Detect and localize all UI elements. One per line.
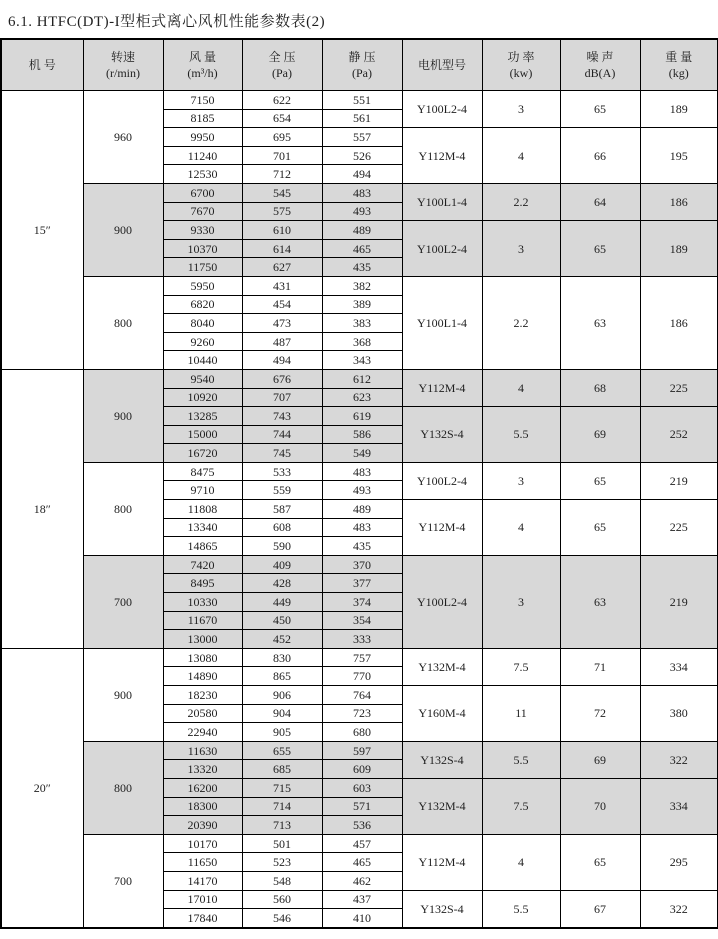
column-sublabel: (kg) — [668, 66, 689, 80]
flow-cell: 7670 — [163, 202, 242, 221]
column-label: 转速 — [110, 50, 135, 64]
motor-model-cell: Y112M-4 — [402, 128, 482, 184]
column-label: 重 量 — [665, 50, 693, 64]
flow-cell: 9540 — [163, 369, 242, 388]
motor-model-cell: Y132M-4 — [402, 648, 482, 685]
size-cell: 15″ — [1, 91, 83, 370]
speed-cell: 900 — [83, 648, 163, 741]
static-pressure-cell: 770 — [322, 667, 402, 686]
column-label: 全 压 — [268, 50, 296, 64]
power-cell: 3 — [482, 555, 560, 648]
column-header-4 — [322, 39, 402, 91]
column-label: 静 压 — [348, 50, 376, 64]
total-pressure-cell: 523 — [242, 853, 322, 872]
weight-cell: 189 — [640, 91, 718, 128]
total-pressure-cell: 501 — [242, 834, 322, 853]
table-row — [1, 276, 718, 295]
total-pressure-cell: 494 — [242, 351, 322, 370]
flow-cell: 8475 — [163, 462, 242, 481]
total-pressure-cell: 865 — [242, 667, 322, 686]
motor-model-cell: Y100L2-4 — [402, 91, 482, 128]
static-pressure-cell: 374 — [322, 593, 402, 612]
total-pressure-cell: 745 — [242, 444, 322, 463]
flow-cell: 15000 — [163, 425, 242, 444]
speed-cell: 700 — [83, 555, 163, 648]
total-pressure-cell: 431 — [242, 276, 322, 295]
size-cell: 18″ — [1, 369, 83, 648]
flow-cell: 17010 — [163, 890, 242, 909]
flow-cell: 6820 — [163, 295, 242, 314]
table-row — [1, 648, 718, 667]
power-cell: 2.2 — [482, 183, 560, 220]
flow-cell: 5950 — [163, 276, 242, 295]
static-pressure-cell: 437 — [322, 890, 402, 909]
power-cell: 3 — [482, 462, 560, 499]
flow-cell: 18230 — [163, 686, 242, 705]
flow-cell: 13320 — [163, 760, 242, 779]
weight-cell: 252 — [640, 407, 718, 463]
power-cell: 7.5 — [482, 648, 560, 685]
total-pressure-cell: 473 — [242, 314, 322, 333]
column-header-8 — [640, 39, 718, 91]
flow-cell: 10370 — [163, 239, 242, 258]
power-cell: 3 — [482, 91, 560, 128]
flow-cell: 11750 — [163, 258, 242, 277]
flow-cell: 16200 — [163, 778, 242, 797]
weight-cell: 322 — [640, 741, 718, 778]
column-header-1 — [83, 39, 163, 91]
flow-cell: 11808 — [163, 500, 242, 519]
flow-cell: 11650 — [163, 853, 242, 872]
table-row — [1, 183, 718, 202]
weight-cell: 334 — [640, 778, 718, 834]
static-pressure-cell: 623 — [322, 388, 402, 407]
static-pressure-cell: 483 — [322, 183, 402, 202]
flow-cell: 17840 — [163, 909, 242, 928]
flow-cell: 11630 — [163, 741, 242, 760]
flow-cell: 8495 — [163, 574, 242, 593]
noise-cell: 63 — [560, 276, 640, 369]
column-sublabel: (Pa) — [272, 66, 292, 80]
total-pressure-cell: 743 — [242, 407, 322, 426]
column-label: 风 量 — [188, 50, 216, 64]
weight-cell: 225 — [640, 500, 718, 556]
total-pressure-cell: 830 — [242, 648, 322, 667]
static-pressure-cell: 462 — [322, 871, 402, 890]
static-pressure-cell: 723 — [322, 704, 402, 723]
noise-cell: 65 — [560, 91, 640, 128]
motor-model-cell: Y100L2-4 — [402, 462, 482, 499]
speed-cell: 700 — [83, 834, 163, 927]
flow-cell: 8040 — [163, 314, 242, 333]
flow-cell: 13340 — [163, 518, 242, 537]
flow-cell: 13000 — [163, 630, 242, 649]
total-pressure-cell: 608 — [242, 518, 322, 537]
static-pressure-cell: 435 — [322, 537, 402, 556]
total-pressure-cell: 450 — [242, 611, 322, 630]
flow-cell: 12530 — [163, 165, 242, 184]
static-pressure-cell: 368 — [322, 332, 402, 351]
noise-cell: 65 — [560, 462, 640, 499]
static-pressure-cell: 489 — [322, 500, 402, 519]
total-pressure-cell: 409 — [242, 555, 322, 574]
table-row — [1, 555, 718, 574]
column-header-0 — [1, 39, 83, 91]
flow-cell: 16720 — [163, 444, 242, 463]
table-body — [1, 91, 718, 928]
flow-cell: 7150 — [163, 91, 242, 110]
power-cell: 4 — [482, 834, 560, 890]
column-label: 功 率 — [507, 50, 535, 64]
flow-cell: 13285 — [163, 407, 242, 426]
static-pressure-cell: 465 — [322, 239, 402, 258]
total-pressure-cell: 715 — [242, 778, 322, 797]
static-pressure-cell: 465 — [322, 853, 402, 872]
static-pressure-cell: 619 — [322, 407, 402, 426]
total-pressure-cell: 744 — [242, 425, 322, 444]
power-cell: 5.5 — [482, 890, 560, 928]
weight-cell: 322 — [640, 890, 718, 928]
flow-cell: 10170 — [163, 834, 242, 853]
power-cell: 7.5 — [482, 778, 560, 834]
flow-cell: 20390 — [163, 816, 242, 835]
motor-model-cell: Y160M-4 — [402, 686, 482, 742]
speed-cell: 900 — [83, 369, 163, 462]
flow-cell: 14865 — [163, 537, 242, 556]
total-pressure-cell: 575 — [242, 202, 322, 221]
static-pressure-cell: 493 — [322, 202, 402, 221]
total-pressure-cell: 714 — [242, 797, 322, 816]
column-header-7 — [560, 39, 640, 91]
total-pressure-cell: 701 — [242, 146, 322, 165]
weight-cell: 186 — [640, 183, 718, 220]
flow-cell: 11670 — [163, 611, 242, 630]
speed-cell: 800 — [83, 741, 163, 834]
static-pressure-cell: 549 — [322, 444, 402, 463]
motor-model-cell: Y132M-4 — [402, 778, 482, 834]
total-pressure-cell: 707 — [242, 388, 322, 407]
total-pressure-cell: 533 — [242, 462, 322, 481]
noise-cell: 71 — [560, 648, 640, 685]
total-pressure-cell: 487 — [242, 332, 322, 351]
total-pressure-cell: 654 — [242, 109, 322, 128]
flow-cell: 11240 — [163, 146, 242, 165]
total-pressure-cell: 548 — [242, 871, 322, 890]
power-cell: 3 — [482, 221, 560, 277]
flow-cell: 13080 — [163, 648, 242, 667]
column-sublabel: (r/min) — [106, 66, 140, 80]
static-pressure-cell: 483 — [322, 518, 402, 537]
weight-cell: 195 — [640, 128, 718, 184]
weight-cell: 334 — [640, 648, 718, 685]
table-row — [1, 834, 718, 853]
weight-cell: 189 — [640, 221, 718, 277]
column-label: 电机型号 — [417, 58, 466, 72]
static-pressure-cell: 609 — [322, 760, 402, 779]
total-pressure-cell: 545 — [242, 183, 322, 202]
static-pressure-cell: 382 — [322, 276, 402, 295]
power-cell: 4 — [482, 369, 560, 406]
static-pressure-cell: 370 — [322, 555, 402, 574]
total-pressure-cell: 452 — [242, 630, 322, 649]
motor-model-cell: Y100L2-4 — [402, 221, 482, 277]
static-pressure-cell: 483 — [322, 462, 402, 481]
column-header-5 — [402, 39, 482, 91]
static-pressure-cell: 557 — [322, 128, 402, 147]
static-pressure-cell: 571 — [322, 797, 402, 816]
header-row — [1, 39, 718, 91]
flow-cell: 14170 — [163, 871, 242, 890]
static-pressure-cell: 612 — [322, 369, 402, 388]
table-row — [1, 462, 718, 481]
static-pressure-cell: 389 — [322, 295, 402, 314]
static-pressure-cell: 551 — [322, 91, 402, 110]
column-header-2 — [163, 39, 242, 91]
static-pressure-cell: 586 — [322, 425, 402, 444]
flow-cell: 9330 — [163, 221, 242, 240]
column-sublabel: (m³/h) — [187, 66, 218, 80]
motor-model-cell: Y112M-4 — [402, 834, 482, 890]
motor-model-cell: Y112M-4 — [402, 369, 482, 406]
column-sublabel: (kw) — [509, 66, 533, 80]
noise-cell: 63 — [560, 555, 640, 648]
noise-cell: 64 — [560, 183, 640, 220]
noise-cell: 65 — [560, 500, 640, 556]
flow-cell: 10920 — [163, 388, 242, 407]
flow-cell: 9710 — [163, 481, 242, 500]
flow-cell: 6700 — [163, 183, 242, 202]
fan-performance-table — [0, 38, 718, 929]
total-pressure-cell: 905 — [242, 723, 322, 742]
static-pressure-cell: 561 — [322, 109, 402, 128]
noise-cell: 70 — [560, 778, 640, 834]
weight-cell: 219 — [640, 555, 718, 648]
motor-model-cell: Y132S-4 — [402, 407, 482, 463]
power-cell: 5.5 — [482, 407, 560, 463]
static-pressure-cell: 494 — [322, 165, 402, 184]
total-pressure-cell: 454 — [242, 295, 322, 314]
noise-cell: 72 — [560, 686, 640, 742]
static-pressure-cell: 536 — [322, 816, 402, 835]
flow-cell: 14890 — [163, 667, 242, 686]
static-pressure-cell: 597 — [322, 741, 402, 760]
speed-cell: 900 — [83, 183, 163, 276]
weight-cell: 380 — [640, 686, 718, 742]
total-pressure-cell: 560 — [242, 890, 322, 909]
noise-cell: 66 — [560, 128, 640, 184]
speed-cell: 960 — [83, 91, 163, 184]
noise-cell: 68 — [560, 369, 640, 406]
power-cell: 4 — [482, 128, 560, 184]
power-cell: 5.5 — [482, 741, 560, 778]
static-pressure-cell: 457 — [322, 834, 402, 853]
static-pressure-cell: 493 — [322, 481, 402, 500]
page-title: 6.1. HTFC(DT)-I型柜式离心风机性能参数表(2) — [8, 14, 326, 30]
column-header-3 — [242, 39, 322, 91]
speed-cell: 800 — [83, 462, 163, 555]
flow-cell: 20580 — [163, 704, 242, 723]
speed-cell: 800 — [83, 276, 163, 369]
noise-cell: 69 — [560, 407, 640, 463]
flow-cell: 7420 — [163, 555, 242, 574]
total-pressure-cell: 587 — [242, 500, 322, 519]
total-pressure-cell: 685 — [242, 760, 322, 779]
flow-cell: 8185 — [163, 109, 242, 128]
size-cell: 20″ — [1, 648, 83, 927]
motor-model-cell: Y132S-4 — [402, 741, 482, 778]
flow-cell: 10330 — [163, 593, 242, 612]
static-pressure-cell: 757 — [322, 648, 402, 667]
total-pressure-cell: 695 — [242, 128, 322, 147]
total-pressure-cell: 904 — [242, 704, 322, 723]
weight-cell: 219 — [640, 462, 718, 499]
table-row — [1, 91, 718, 110]
weight-cell: 225 — [640, 369, 718, 406]
static-pressure-cell: 603 — [322, 778, 402, 797]
total-pressure-cell: 610 — [242, 221, 322, 240]
flow-cell: 22940 — [163, 723, 242, 742]
flow-cell: 10440 — [163, 351, 242, 370]
static-pressure-cell: 343 — [322, 351, 402, 370]
table-row — [1, 369, 718, 388]
total-pressure-cell: 546 — [242, 909, 322, 928]
static-pressure-cell: 383 — [322, 314, 402, 333]
noise-cell: 65 — [560, 221, 640, 277]
static-pressure-cell: 435 — [322, 258, 402, 277]
weight-cell: 295 — [640, 834, 718, 890]
static-pressure-cell: 333 — [322, 630, 402, 649]
total-pressure-cell: 676 — [242, 369, 322, 388]
noise-cell: 69 — [560, 741, 640, 778]
motor-model-cell: Y100L2-4 — [402, 555, 482, 648]
static-pressure-cell: 526 — [322, 146, 402, 165]
total-pressure-cell: 655 — [242, 741, 322, 760]
column-sublabel: dB(A) — [584, 66, 616, 80]
flow-cell: 9950 — [163, 128, 242, 147]
motor-model-cell: Y112M-4 — [402, 500, 482, 556]
total-pressure-cell: 559 — [242, 481, 322, 500]
static-pressure-cell: 410 — [322, 909, 402, 928]
table-header — [1, 39, 718, 91]
total-pressure-cell: 590 — [242, 537, 322, 556]
total-pressure-cell: 428 — [242, 574, 322, 593]
column-label: 机 号 — [28, 58, 56, 72]
total-pressure-cell: 712 — [242, 165, 322, 184]
static-pressure-cell: 680 — [322, 723, 402, 742]
weight-cell: 186 — [640, 276, 718, 369]
power-cell: 2.2 — [482, 276, 560, 369]
total-pressure-cell: 622 — [242, 91, 322, 110]
column-label: 噪 声 — [586, 50, 614, 64]
noise-cell: 67 — [560, 890, 640, 928]
total-pressure-cell: 713 — [242, 816, 322, 835]
power-cell: 11 — [482, 686, 560, 742]
flow-cell: 9260 — [163, 332, 242, 351]
total-pressure-cell: 614 — [242, 239, 322, 258]
static-pressure-cell: 377 — [322, 574, 402, 593]
motor-model-cell: Y100L1-4 — [402, 276, 482, 369]
total-pressure-cell: 906 — [242, 686, 322, 705]
power-cell: 4 — [482, 500, 560, 556]
static-pressure-cell: 764 — [322, 686, 402, 705]
column-sublabel: (Pa) — [352, 66, 372, 80]
total-pressure-cell: 627 — [242, 258, 322, 277]
static-pressure-cell: 354 — [322, 611, 402, 630]
column-header-6 — [482, 39, 560, 91]
total-pressure-cell: 449 — [242, 593, 322, 612]
noise-cell: 65 — [560, 834, 640, 890]
motor-model-cell: Y100L1-4 — [402, 183, 482, 220]
static-pressure-cell: 489 — [322, 221, 402, 240]
table-row — [1, 741, 718, 760]
motor-model-cell: Y132S-4 — [402, 890, 482, 928]
flow-cell: 18300 — [163, 797, 242, 816]
